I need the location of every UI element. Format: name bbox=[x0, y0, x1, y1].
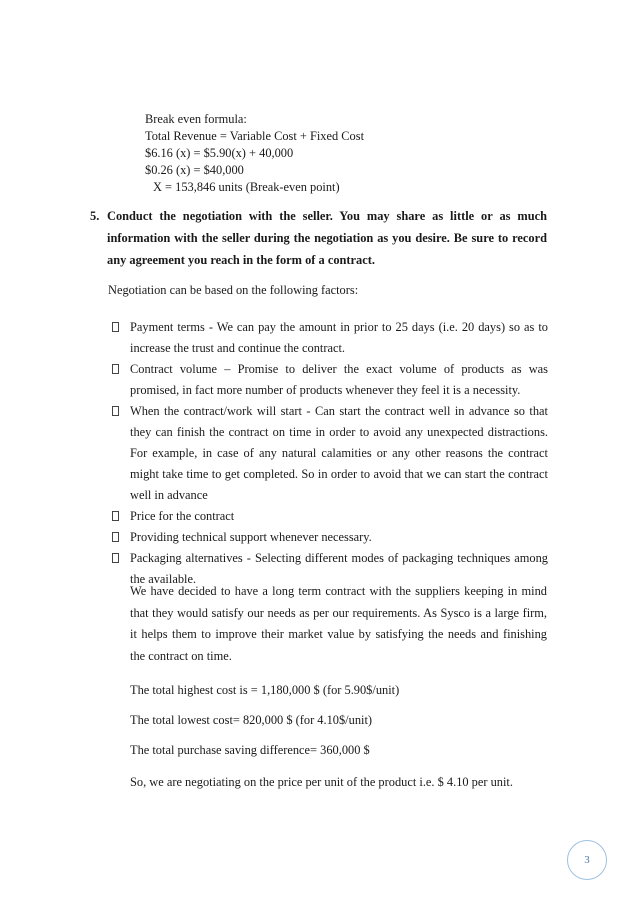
page-number: 3 bbox=[567, 840, 607, 880]
question-number: 5. bbox=[90, 209, 100, 223]
question-5 bbox=[90, 205, 547, 271]
total-highest-cost: The total highest cost is = 1,180,000 $ (for 5.90$/unit) bbox=[130, 683, 400, 697]
list-item-text: When the contract/work will start - Can start the contract well in advance so that they can finish the contract on time in order to avoid any unexpected distractions. For example, in case of any natural calamities or any other reasons the contract might take time to get completed. So in order to avoid that we can start the contract well in advance bbox=[130, 404, 548, 502]
bullet-glyph-icon bbox=[112, 322, 119, 332]
negotiation-factors-list bbox=[112, 317, 548, 590]
bullet-glyph-icon bbox=[112, 532, 119, 542]
bullet-glyph-icon bbox=[112, 364, 119, 374]
formula-line: $0.26 (x) = $40,000 bbox=[145, 163, 244, 177]
contract-paragraph: We have decided to have a long term contract with the suppliers keeping in mind that they would satisfy our needs as per our requirements. As Sysco is a large firm, it helps them to improve their market value by satisfying the needs and finishing the contract on time. bbox=[130, 584, 547, 663]
formula-line: $6.16 (x) = $5.90(x) + 40,000 bbox=[145, 146, 294, 160]
negotiation-intro: Negotiation can be based on the following factors: bbox=[108, 283, 359, 297]
formula-line: Total Revenue = Variable Cost + Fixed Cost bbox=[145, 129, 365, 143]
conclusion-text: So, we are negotiating on the price per unit of the product i.e. $ 4.10 per unit. bbox=[130, 775, 513, 789]
formula-result: X = 153,846 units (Break-even point) bbox=[153, 180, 340, 194]
list-item-text: Providing technical support whenever necessary. bbox=[130, 530, 372, 544]
bullet-glyph-icon bbox=[112, 553, 119, 563]
list-item-text: Contract volume – Promise to deliver the exact volume of products as was promised, in fact more number of products whenever they feel it is a necessity. bbox=[130, 362, 548, 397]
list-item-text: Packaging alternatives - Selecting different modes of packaging techniques among the available. bbox=[130, 551, 548, 586]
bullet-glyph-icon bbox=[112, 511, 119, 521]
list-item bbox=[112, 317, 548, 359]
list-item bbox=[112, 527, 548, 548]
list-item-text: Payment terms - We can pay the amount in prior to 25 days (i.e. 20 days) so as to increase the trust and continue the contract. bbox=[130, 320, 548, 355]
list-item bbox=[112, 506, 548, 527]
list-item bbox=[112, 401, 548, 506]
bullet-glyph-icon bbox=[112, 406, 119, 416]
formula-heading: Break even formula: bbox=[145, 112, 247, 126]
question-text: Conduct the negotiation with the seller. You may share as little or as much information with the seller during the negotiation as you desire. Be sure to record any agreement you reach in the form of a contract. bbox=[107, 209, 547, 267]
break-even-formula bbox=[145, 111, 364, 196]
list-item-text: Price for the contract bbox=[130, 509, 235, 523]
purchase-saving-difference: The total purchase saving difference= 360,000 $ bbox=[130, 743, 370, 757]
list-item bbox=[112, 359, 548, 401]
total-lowest-cost: The total lowest cost= 820,000 $ (for 4.10$/unit) bbox=[130, 713, 373, 727]
